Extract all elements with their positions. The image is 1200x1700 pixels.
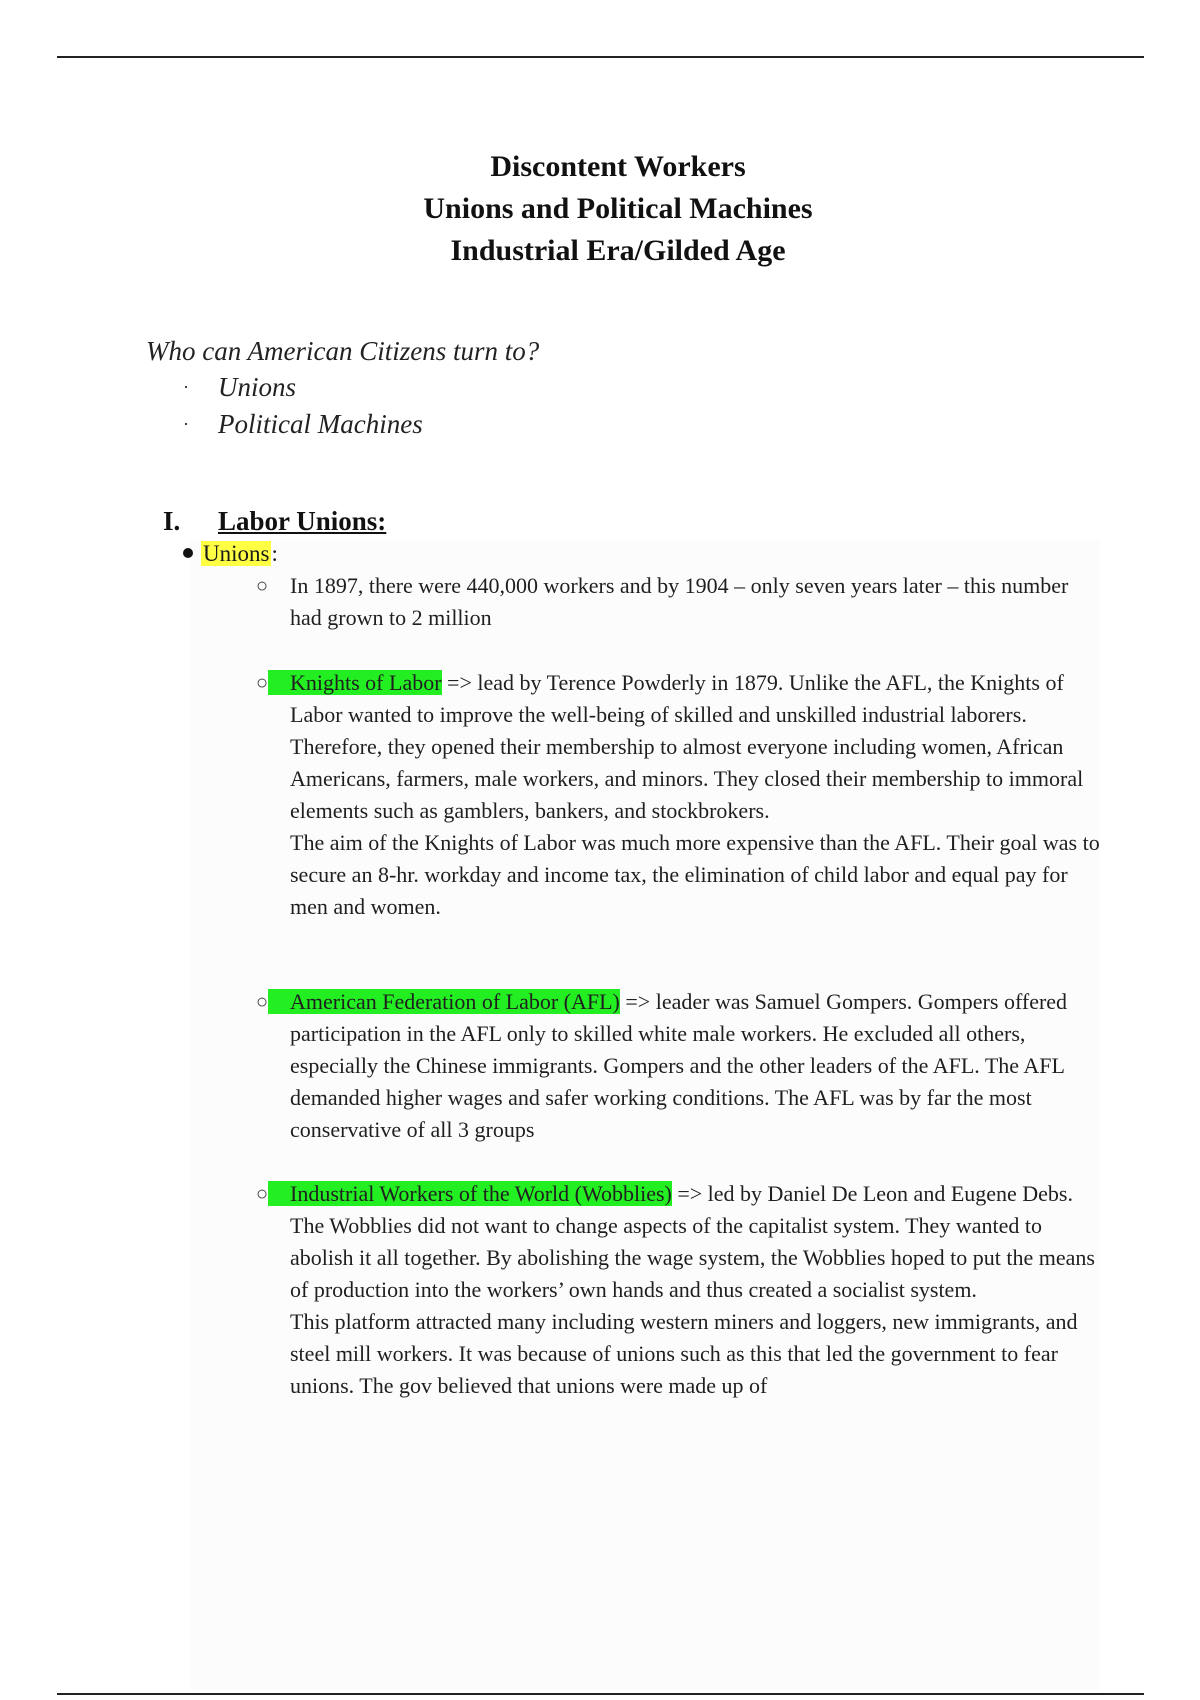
unions-highlight: Unions bbox=[203, 541, 270, 566]
item-paragraph bbox=[290, 667, 1100, 827]
item-paragraph bbox=[290, 1178, 1100, 1306]
intro-bullet-text: Unions bbox=[218, 372, 297, 402]
item-text: => leader was Samuel Gompers. Gompers offered participation in the AFL only to skilled white male workers. He excluded all others, especially the Chinese immigrants. Gompers and the other leaders of the AFL. The AFL demanded higher wages and safer working conditions. The AFL was by far the most conservative of all 3 groups bbox=[290, 989, 1068, 1142]
list-item bbox=[256, 667, 1100, 923]
item-text: In 1897, there were 440,000 workers and by 1904 – only seven years later – this number had grown to 2 million bbox=[290, 573, 1069, 630]
hollow-bullet-icon: ○ bbox=[256, 575, 269, 597]
intro-bullet-item bbox=[178, 369, 423, 406]
intro-bullet-list bbox=[178, 369, 423, 443]
title-line-3: Industrial Era/Gilded Age bbox=[450, 234, 786, 267]
intro-bullet-text: Political Machines bbox=[218, 409, 423, 439]
bullet-dot-icon: · bbox=[183, 414, 189, 434]
intro-question: Who can American Citizens turn to? bbox=[146, 336, 540, 366]
item-paragraph-2: This platform attracted many including western miners and loggers, new immigrants, and steel mill workers. It was because of unions such as this that led the government to fear unions. The gov believed that unions were made up of bbox=[290, 1309, 1078, 1398]
afl-highlight: American Federation of Labor (AFL) bbox=[268, 989, 620, 1014]
hollow-bullet-icon: ○ bbox=[256, 991, 269, 1013]
title-line-1: Discontent Workers bbox=[490, 150, 746, 183]
filled-bullet-icon bbox=[183, 548, 193, 558]
knights-of-labor-highlight: Knights of Labor bbox=[268, 670, 442, 695]
bullet-dot-icon: · bbox=[183, 377, 189, 397]
wobblies-highlight: Industrial Workers of the World (Wobblies) bbox=[268, 1181, 672, 1206]
item-paragraph-2: The aim of the Knights of Labor was much more expensive than the AFL. Their goal was to secure an 8-hr. workday and income tax, the elimination of child labor and equal pay for men and women. bbox=[290, 830, 1100, 919]
list-item bbox=[256, 986, 1100, 1146]
section-number: I. bbox=[163, 506, 181, 536]
section-heading bbox=[163, 503, 386, 539]
unions-colon: : bbox=[271, 541, 278, 566]
item-text: => lead by Terence Powderly in 1879. Unlike the AFL, the Knights of Labor wanted to improve the well-being of skilled and unskilled industrial laborers. Therefore, they opened their membership to almost everyone including women, African Americans, farmers, male workers, and minors. They closed their membership to immoral elements such as gamblers, bankers, and stockbrokers. bbox=[290, 670, 1084, 823]
item-text: => led by Daniel De Leon and Eugene Debs. The Wobblies did not want to change aspects of the capitalist system. They wanted to abolish it all together. By abolishing the wage system, the Wobblies hoped to put the means of production into the workers’ own hands and thus created a socialist system. bbox=[290, 1181, 1095, 1302]
unions-bullet bbox=[183, 538, 278, 570]
top-rule bbox=[57, 56, 1144, 58]
hollow-bullet-icon: ○ bbox=[256, 1183, 269, 1205]
list-item bbox=[256, 570, 1100, 634]
item-paragraph bbox=[290, 986, 1100, 1146]
section-title: Labor Unions: bbox=[218, 506, 387, 536]
title-line-2: Unions and Political Machines bbox=[423, 192, 813, 225]
intro-bullet-item bbox=[178, 406, 423, 443]
bottom-rule bbox=[57, 1693, 1144, 1695]
hollow-bullet-icon: ○ bbox=[256, 672, 269, 694]
list-item bbox=[256, 1178, 1100, 1402]
document-title bbox=[0, 146, 1200, 272]
